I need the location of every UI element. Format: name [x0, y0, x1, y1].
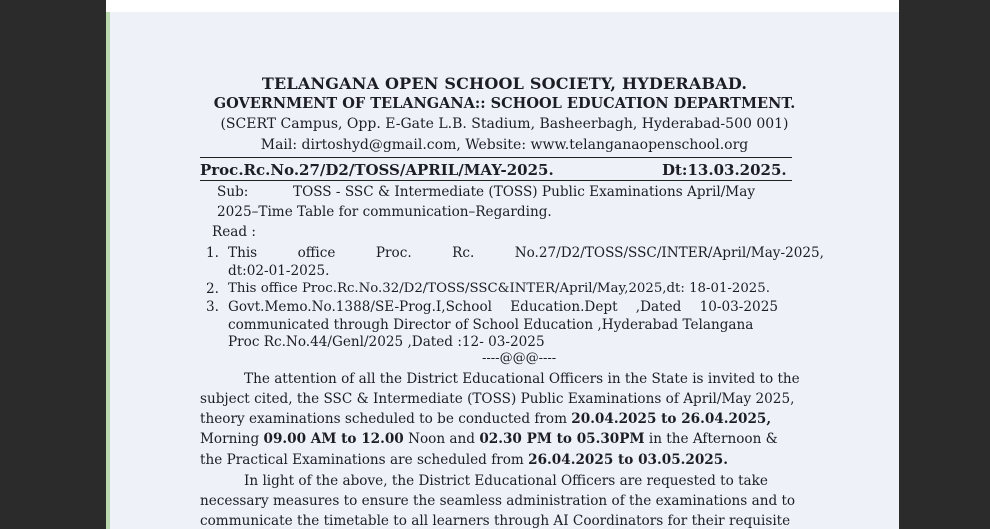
- address-line: (SCERT Campus, Opp. E-Gate L.B. Stadium, Basheerbagh, Hyderabad-500 001): [220, 116, 789, 132]
- ref-3-word: Education.Dept: [510, 299, 618, 315]
- para-1-text: Morning: [200, 431, 264, 447]
- ref-1-word: Proc.: [375, 245, 412, 261]
- ref-3-word: ,Dated: [635, 299, 682, 315]
- header-divider: [200, 157, 792, 158]
- ref-2-number: 2.: [206, 281, 219, 297]
- morning-session-time: 09.00 AM to 12.00: [263, 431, 404, 447]
- proc-date: Dt:13.03.2025.: [662, 161, 787, 179]
- para-1-line-1: The attention of all the District Educational Officers in the State is invited to the: [244, 371, 800, 387]
- read-label: Read :: [212, 224, 256, 240]
- para-1-line-3: [200, 411, 771, 427]
- para-1-text: in the Afternoon &: [644, 431, 778, 447]
- proc-number: Proc.Rc.No.27/D2/TOSS/APRIL/MAY-2025.: [200, 161, 554, 179]
- para-2-line-3: communicate the timetable to all learners through AI Coordinators for their requisite: [200, 513, 791, 529]
- department-title: GOVERNMENT OF TELANGANA:: SCHOOL EDUCATION DEPARTMENT.: [213, 95, 796, 112]
- proc-divider: [200, 180, 792, 181]
- ref-3-number: 3.: [206, 299, 219, 315]
- para-1-line-4: [200, 431, 778, 447]
- afternoon-session-time: 02.30 PM to 05.30PM: [479, 431, 645, 447]
- contact-line: Mail: dirtoshyd@gmail.com, Website: www.telanganaopenschool.org: [260, 137, 749, 153]
- exam-dates-practical: 26.04.2025 to 03.05.2025.: [528, 452, 728, 468]
- para-1-text: theory examinations scheduled to be conducted from: [200, 411, 572, 427]
- para-2-line-2: necessary measures to ensure the seamless administration of the examinations and to: [200, 493, 796, 509]
- page-top-strip: [106, 0, 899, 12]
- para-1-line-2: subject cited, the SSC & Intermediate (TOSS) Public Examinations of April/May 2025,: [200, 391, 795, 407]
- subject-line-1: TOSS - SSC & Intermediate (TOSS) Public Examinations April/May: [293, 184, 756, 200]
- ref-1-word: No.27/D2/TOSS/SSC/INTER/April/May-2025,: [514, 245, 824, 261]
- para-1-text: Noon and: [403, 431, 480, 447]
- exam-dates-theory: 20.04.2025 to 26.04.2025,: [571, 411, 772, 427]
- ref-3-line: [228, 299, 778, 315]
- para-1-text: the Practical Examinations are scheduled from: [200, 452, 529, 468]
- para-2-line-1: In light of the above, the District Educational Officers are requested to take: [244, 473, 768, 489]
- ref-3-word: 10-03-2025: [699, 299, 778, 315]
- para-1-line-5: [200, 452, 728, 468]
- ref-3-continuation-2: Proc Rc.No.44/Genl/2025 ,Dated :12- 03-2025: [228, 334, 545, 350]
- ref-3-word: Govt.Memo.No.1388/SE-Prog.I,School: [228, 299, 492, 315]
- separator: ----@@@----: [482, 351, 557, 366]
- ref-1-number: 1.: [206, 245, 219, 261]
- ref-3-continuation-1: communicated through Director of School Education ,Hyderabad Telangana: [228, 317, 754, 333]
- society-title: TELANGANA OPEN SCHOOL SOCIETY, HYDERABAD.: [261, 74, 748, 93]
- ref-1-line: [228, 245, 824, 261]
- subject-label: Sub:: [217, 184, 249, 200]
- document-page: [106, 12, 899, 529]
- subject-line-2: 2025–Time Table for communication–Regarding.: [217, 204, 552, 220]
- ref-2-text: This office Proc.Rc.No.32/D2/TOSS/SSC&INTER/April/May,2025,dt: 18-01-2025.: [228, 281, 770, 296]
- ref-1-continuation: dt:02-01-2025.: [228, 263, 330, 279]
- ref-1-word: This: [228, 245, 258, 261]
- ref-1-word: Rc.: [452, 245, 475, 261]
- ref-1-word: office: [297, 245, 336, 261]
